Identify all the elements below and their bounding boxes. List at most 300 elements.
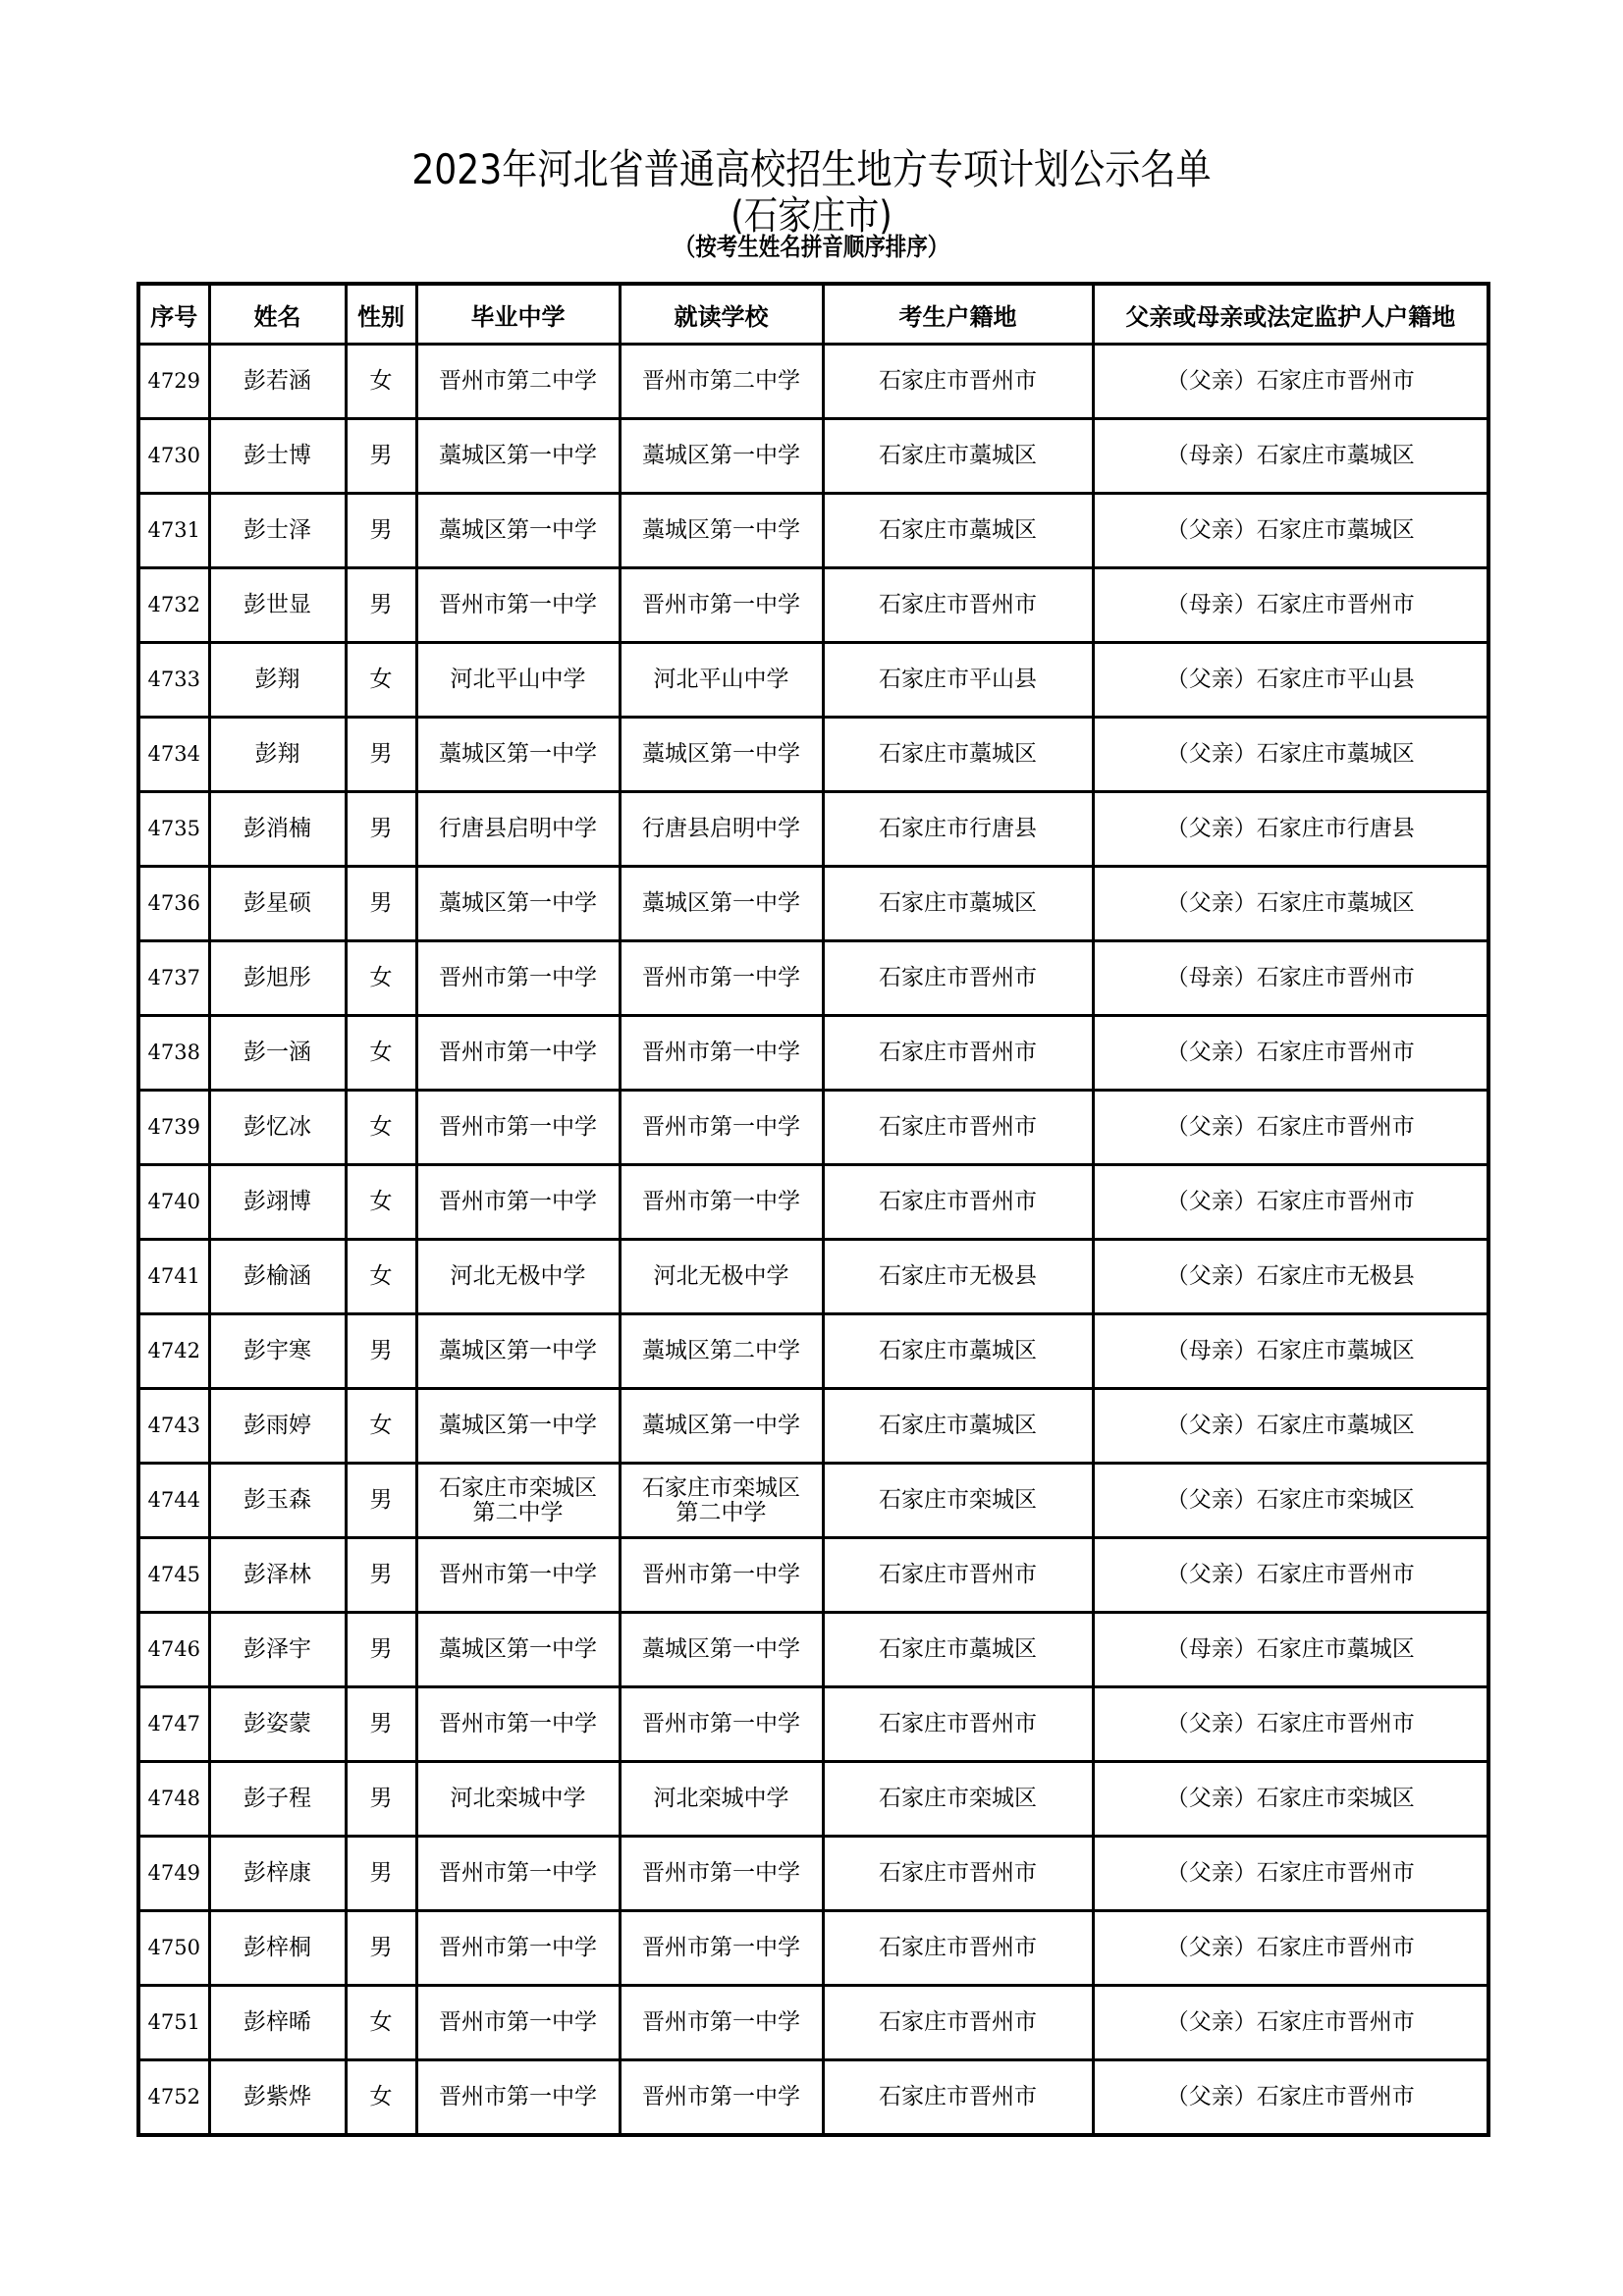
guardian-hukou-value: 石家庄市藁城区 [1256, 517, 1415, 543]
cell-current-school: 晋州市第一中学 [620, 1986, 823, 2060]
cell-student-hukou: 石家庄市藁城区 [823, 1389, 1093, 1464]
cell-current-school: 晋州市第一中学 [620, 568, 823, 643]
guardian-hukou-value: 石家庄市晋州市 [1256, 2084, 1415, 2109]
paren-close: ） [1233, 965, 1257, 990]
cell-sex: 女 [346, 345, 416, 419]
table-row [138, 1538, 1488, 1613]
cell-guardian-hukou [1093, 1091, 1488, 1165]
guardian-hukou-value: 石家庄市晋州市 [1256, 1935, 1415, 1960]
cell-graduation-school: 晋州市第一中学 [416, 1911, 620, 1986]
cell-student-hukou: 石家庄市晋州市 [823, 941, 1093, 1016]
cell-graduation-school: 藁城区第一中学 [416, 494, 620, 568]
guardian-hukou-value: 石家庄市无极县 [1256, 1263, 1415, 1289]
cell-guardian-hukou [1093, 941, 1488, 1016]
guardian-relation: 父亲 [1188, 667, 1234, 692]
cell-sex: 男 [346, 1762, 416, 1837]
cell-student-hukou: 石家庄市晋州市 [823, 1837, 1093, 1911]
paren-open: （ [1165, 443, 1189, 468]
guardian-relation: 父亲 [1188, 1786, 1234, 1811]
table-row [138, 643, 1488, 718]
guardian-relation: 父亲 [1188, 1413, 1234, 1438]
cell-sex: 男 [346, 718, 416, 792]
paren-close: ） [1233, 1636, 1257, 1662]
paren-close: ） [1233, 1189, 1257, 1214]
paren-open: （ [1165, 667, 1189, 692]
paren-close: ） [1233, 1935, 1257, 1960]
cell-name: 彭士博 [209, 419, 346, 494]
cell-current-school: 河北栾城中学 [620, 1762, 823, 1837]
paren-open: （ [1165, 1487, 1189, 1513]
cell-student-hukou: 石家庄市藁城区 [823, 718, 1093, 792]
cell-student-hukou: 石家庄市晋州市 [823, 1091, 1093, 1165]
cell-graduation-school: 藁城区第一中学 [416, 1613, 620, 1687]
cell-guardian-hukou [1093, 419, 1488, 494]
cell-sex: 男 [346, 419, 416, 494]
guardian-hukou-value: 石家庄市栾城区 [1256, 1487, 1415, 1513]
cell-student-hukou: 石家庄市晋州市 [823, 1165, 1093, 1240]
table-row [138, 1911, 1488, 1986]
cell-student-hukou: 石家庄市晋州市 [823, 568, 1093, 643]
cell-student-hukou: 石家庄市藁城区 [823, 867, 1093, 941]
cell-no: 4732 [138, 568, 209, 643]
cell-guardian-hukou [1093, 718, 1488, 792]
table-row [138, 419, 1488, 494]
cell-current-school: 藁城区第一中学 [620, 419, 823, 494]
table-row [138, 1240, 1488, 1314]
cell-name: 彭若涵 [209, 345, 346, 419]
admission-list-table [136, 282, 1490, 2137]
guardian-hukou-value: 石家庄市行唐县 [1256, 816, 1415, 841]
cell-no: 4730 [138, 419, 209, 494]
cell-student-hukou: 石家庄市晋州市 [823, 1016, 1093, 1091]
cell-sex: 男 [346, 1837, 416, 1911]
guardian-relation: 母亲 [1188, 443, 1234, 468]
paren-open: （ [1165, 1263, 1189, 1289]
paren-open: （ [1165, 1860, 1189, 1886]
paren-close: ） [1233, 1487, 1257, 1513]
guardian-hukou-value: 石家庄市晋州市 [1256, 1040, 1415, 1065]
paren-open: （ [1165, 517, 1189, 543]
cell-guardian-hukou [1093, 568, 1488, 643]
document-title: 2023年河北省普通高校招生地方专项计划公示名单 [411, 145, 1212, 193]
cell-student-hukou: 石家庄市晋州市 [823, 1986, 1093, 2060]
paren-open: （ [1165, 1040, 1189, 1065]
table-body [138, 345, 1488, 2136]
table-row [138, 941, 1488, 1016]
guardian-hukou-value: 石家庄市藁城区 [1256, 741, 1415, 767]
cell-no: 4741 [138, 1240, 209, 1314]
cell-current-school: 藁城区第一中学 [620, 1389, 823, 1464]
paren-open: （ [1165, 1189, 1189, 1214]
cell-current-school: 晋州市第二中学 [620, 345, 823, 419]
cell-current-school: 河北平山中学 [620, 643, 823, 718]
cell-graduation-school: 藁城区第一中学 [416, 1389, 620, 1464]
cell-sex: 男 [346, 1314, 416, 1389]
cell-graduation-school: 晋州市第一中学 [416, 1091, 620, 1165]
cell-no: 4738 [138, 1016, 209, 1091]
cell-sex: 女 [346, 2060, 416, 2136]
cell-no: 4752 [138, 2060, 209, 2136]
cell-name: 彭梓晞 [209, 1986, 346, 2060]
paren-open: （ [1165, 368, 1189, 394]
guardian-relation: 父亲 [1188, 1487, 1234, 1513]
paren-close: ） [1233, 517, 1257, 543]
cell-no: 4750 [138, 1911, 209, 1986]
cell-graduation-school: 藁城区第一中学 [416, 1314, 620, 1389]
cell-guardian-hukou [1093, 1165, 1488, 1240]
paren-open: （ [1165, 1711, 1189, 1736]
school-line-2: 第二中学 [676, 1499, 767, 1525]
cell-name: 彭旭彤 [209, 941, 346, 1016]
cell-graduation-school: 藁城区第一中学 [416, 718, 620, 792]
cell-no: 4744 [138, 1464, 209, 1538]
cell-current-school: 藁城区第一中学 [620, 718, 823, 792]
guardian-hukou-value: 石家庄市藁城区 [1256, 443, 1415, 468]
guardian-hukou-value: 石家庄市晋州市 [1256, 592, 1415, 617]
cell-guardian-hukou [1093, 1389, 1488, 1464]
guardian-relation: 父亲 [1188, 1860, 1234, 1886]
table-row [138, 1986, 1488, 2060]
guardian-relation: 父亲 [1188, 1114, 1234, 1140]
cell-name: 彭泽林 [209, 1538, 346, 1613]
cell-current-school: 藁城区第一中学 [620, 867, 823, 941]
paren-close: ） [1233, 667, 1257, 692]
cell-sex: 男 [346, 867, 416, 941]
cell-name: 彭世显 [209, 568, 346, 643]
cell-no: 4729 [138, 345, 209, 419]
guardian-relation: 母亲 [1188, 965, 1234, 990]
guardian-relation: 父亲 [1188, 741, 1234, 767]
cell-no: 4749 [138, 1837, 209, 1911]
cell-sex: 男 [346, 1687, 416, 1762]
cell-name: 彭忆冰 [209, 1091, 346, 1165]
cell-guardian-hukou [1093, 2060, 1488, 2136]
paren-close: ） [1233, 816, 1257, 841]
cell-no: 4747 [138, 1687, 209, 1762]
guardian-hukou-value: 石家庄市晋州市 [1256, 1711, 1415, 1736]
cell-graduation-school: 晋州市第一中学 [416, 2060, 620, 2136]
guardian-relation: 母亲 [1188, 1636, 1234, 1662]
table-row [138, 494, 1488, 568]
cell-no: 4745 [138, 1538, 209, 1613]
column-header-student-hukou: 考生户籍地 [823, 284, 1093, 345]
cell-name: 彭雨婷 [209, 1389, 346, 1464]
paren-close: ） [1233, 1562, 1257, 1587]
table-row [138, 1687, 1488, 1762]
cell-current-school: 藁城区第一中学 [620, 1613, 823, 1687]
cell-student-hukou: 石家庄市晋州市 [823, 1687, 1093, 1762]
cell-guardian-hukou [1093, 1986, 1488, 2060]
column-header-graduation-school: 毕业中学 [416, 284, 620, 345]
cell-sex: 女 [346, 1165, 416, 1240]
guardian-relation: 父亲 [1188, 368, 1234, 394]
paren-open: （ [1165, 965, 1189, 990]
cell-name: 彭翔 [209, 643, 346, 718]
cell-guardian-hukou [1093, 1538, 1488, 1613]
column-header-no: 序号 [138, 284, 209, 345]
cell-name: 彭一涵 [209, 1016, 346, 1091]
cell-no: 4742 [138, 1314, 209, 1389]
table-row [138, 2060, 1488, 2136]
cell-student-hukou: 石家庄市行唐县 [823, 792, 1093, 867]
paren-open: （ [1165, 592, 1189, 617]
guardian-relation: 母亲 [1188, 592, 1234, 617]
paren-open: （ [1165, 1636, 1189, 1662]
cell-guardian-hukou [1093, 1464, 1488, 1538]
paren-open: （ [1165, 2084, 1189, 2109]
cell-sex: 男 [346, 1538, 416, 1613]
table-row [138, 1016, 1488, 1091]
paren-open: （ [1165, 1413, 1189, 1438]
cell-no: 4739 [138, 1091, 209, 1165]
cell-current-school: 行唐县启明中学 [620, 792, 823, 867]
cell-current-school: 晋州市第一中学 [620, 1165, 823, 1240]
cell-student-hukou: 石家庄市藁城区 [823, 1314, 1093, 1389]
cell-current-school: 藁城区第二中学 [620, 1314, 823, 1389]
cell-current-school: 晋州市第一中学 [620, 941, 823, 1016]
table-row [138, 867, 1488, 941]
paren-open: （ [1165, 890, 1189, 916]
cell-current-school [620, 1464, 823, 1538]
guardian-relation: 父亲 [1188, 1040, 1234, 1065]
cell-guardian-hukou [1093, 1314, 1488, 1389]
paren-close: ） [1233, 1711, 1257, 1736]
guardian-hukou-value: 石家庄市藁城区 [1256, 1413, 1415, 1438]
cell-student-hukou: 石家庄市晋州市 [823, 345, 1093, 419]
cell-name: 彭紫烨 [209, 2060, 346, 2136]
cell-no: 4740 [138, 1165, 209, 1240]
paren-open: （ [1165, 741, 1189, 767]
cell-graduation-school: 晋州市第一中学 [416, 1165, 620, 1240]
table-row [138, 1613, 1488, 1687]
cell-guardian-hukou [1093, 1613, 1488, 1687]
guardian-hukou-value: 石家庄市藁城区 [1256, 890, 1415, 916]
cell-name: 彭宇寒 [209, 1314, 346, 1389]
table-row [138, 345, 1488, 419]
guardian-relation: 父亲 [1188, 1711, 1234, 1736]
paren-close: ） [1233, 1338, 1257, 1363]
cell-sex: 女 [346, 1986, 416, 2060]
cell-name: 彭星硕 [209, 867, 346, 941]
cell-name: 彭泽宇 [209, 1613, 346, 1687]
cell-no: 4731 [138, 494, 209, 568]
column-header-guardian-hukou: 父亲或母亲或法定监护人户籍地 [1093, 284, 1488, 345]
cell-student-hukou: 石家庄市晋州市 [823, 1911, 1093, 1986]
guardian-hukou-value: 石家庄市藁城区 [1256, 1636, 1415, 1662]
paren-open: （ [1165, 1935, 1189, 1960]
paren-close: ） [1233, 1786, 1257, 1811]
guardian-hukou-value: 石家庄市栾城区 [1256, 1786, 1415, 1811]
column-header-current-school: 就读学校 [620, 284, 823, 345]
paren-close: ） [1233, 443, 1257, 468]
cell-student-hukou: 石家庄市栾城区 [823, 1464, 1093, 1538]
paren-close: ） [1233, 592, 1257, 617]
cell-graduation-school: 晋州市第一中学 [416, 1016, 620, 1091]
cell-student-hukou: 石家庄市藁城区 [823, 419, 1093, 494]
cell-guardian-hukou [1093, 792, 1488, 867]
paren-open: （ [1165, 1114, 1189, 1140]
cell-graduation-school: 晋州市第一中学 [416, 941, 620, 1016]
cell-no: 4733 [138, 643, 209, 718]
cell-name: 彭翔 [209, 718, 346, 792]
cell-guardian-hukou [1093, 1762, 1488, 1837]
cell-sex: 男 [346, 1464, 416, 1538]
cell-student-hukou: 石家庄市平山县 [823, 643, 1093, 718]
table-row [138, 718, 1488, 792]
paren-close: ） [1233, 1263, 1257, 1289]
cell-sex: 女 [346, 1389, 416, 1464]
cell-name: 彭士泽 [209, 494, 346, 568]
cell-current-school: 晋州市第一中学 [620, 1837, 823, 1911]
paren-close: ） [1233, 1413, 1257, 1438]
school-line-1: 石家庄市栾城区 [439, 1474, 597, 1501]
cell-sex: 女 [346, 1091, 416, 1165]
cell-current-school: 晋州市第一中学 [620, 1538, 823, 1613]
cell-current-school: 晋州市第一中学 [620, 2060, 823, 2136]
table-row [138, 792, 1488, 867]
column-header-sex: 性别 [346, 284, 416, 345]
cell-name: 彭榆涵 [209, 1240, 346, 1314]
guardian-relation: 父亲 [1188, 517, 1234, 543]
cell-name: 彭消楠 [209, 792, 346, 867]
cell-student-hukou: 石家庄市晋州市 [823, 1538, 1093, 1613]
cell-graduation-school: 河北栾城中学 [416, 1762, 620, 1837]
table-row [138, 1464, 1488, 1538]
cell-student-hukou: 石家庄市藁城区 [823, 494, 1093, 568]
cell-student-hukou: 石家庄市栾城区 [823, 1762, 1093, 1837]
table-header-row [138, 284, 1488, 345]
cell-no: 4734 [138, 718, 209, 792]
guardian-hukou-value: 石家庄市藁城区 [1256, 1338, 1415, 1363]
guardian-relation: 父亲 [1188, 1189, 1234, 1214]
cell-guardian-hukou [1093, 1240, 1488, 1314]
cell-guardian-hukou [1093, 643, 1488, 718]
cell-no: 4736 [138, 867, 209, 941]
paren-open: （ [1165, 1562, 1189, 1587]
cell-student-hukou: 石家庄市无极县 [823, 1240, 1093, 1314]
guardian-hukou-value: 石家庄市晋州市 [1256, 368, 1415, 394]
cell-graduation-school: 晋州市第一中学 [416, 1538, 620, 1613]
cell-guardian-hukou [1093, 1837, 1488, 1911]
table-row [138, 1091, 1488, 1165]
paren-open: （ [1165, 1338, 1189, 1363]
cell-student-hukou: 石家庄市藁城区 [823, 1613, 1093, 1687]
cell-name: 彭翊博 [209, 1165, 346, 1240]
paren-close: ） [1233, 1114, 1257, 1140]
guardian-relation: 父亲 [1188, 1935, 1234, 1960]
cell-current-school: 晋州市第一中学 [620, 1091, 823, 1165]
cell-graduation-school: 晋州市第二中学 [416, 345, 620, 419]
cell-graduation-school: 河北平山中学 [416, 643, 620, 718]
guardian-relation: 母亲 [1188, 1338, 1234, 1363]
guardian-relation: 父亲 [1188, 816, 1234, 841]
cell-graduation-school: 晋州市第一中学 [416, 1837, 620, 1911]
guardian-relation: 父亲 [1188, 2009, 1234, 2035]
cell-name: 彭子程 [209, 1762, 346, 1837]
cell-sex: 女 [346, 1016, 416, 1091]
cell-guardian-hukou [1093, 1016, 1488, 1091]
school-line-1: 石家庄市栾城区 [642, 1474, 800, 1501]
cell-student-hukou: 石家庄市晋州市 [823, 2060, 1093, 2136]
paren-close: ） [1233, 368, 1257, 394]
guardian-relation: 父亲 [1188, 2084, 1234, 2109]
cell-sex: 女 [346, 643, 416, 718]
cell-sex: 男 [346, 792, 416, 867]
cell-graduation-school: 藁城区第一中学 [416, 419, 620, 494]
cell-graduation-school: 晋州市第一中学 [416, 1687, 620, 1762]
cell-current-school: 晋州市第一中学 [620, 1016, 823, 1091]
guardian-hukou-value: 石家庄市晋州市 [1256, 1860, 1415, 1886]
sort-note: （按考生姓名拼音顺序排序） [674, 233, 949, 261]
cell-name: 彭姿蒙 [209, 1687, 346, 1762]
cell-guardian-hukou [1093, 494, 1488, 568]
cell-graduation-school [416, 1464, 620, 1538]
cell-graduation-school: 行唐县启明中学 [416, 792, 620, 867]
cell-graduation-school: 晋州市第一中学 [416, 568, 620, 643]
table-row [138, 1314, 1488, 1389]
guardian-relation: 父亲 [1188, 1263, 1234, 1289]
table-row [138, 1165, 1488, 1240]
guardian-hukou-value: 石家庄市晋州市 [1256, 965, 1415, 990]
paren-close: ） [1233, 741, 1257, 767]
cell-guardian-hukou [1093, 867, 1488, 941]
cell-current-school: 藁城区第一中学 [620, 494, 823, 568]
cell-graduation-school: 藁城区第一中学 [416, 867, 620, 941]
guardian-hukou-value: 石家庄市晋州市 [1256, 1114, 1415, 1140]
cell-current-school: 河北无极中学 [620, 1240, 823, 1314]
cell-guardian-hukou [1093, 345, 1488, 419]
guardian-hukou-value: 石家庄市晋州市 [1256, 2009, 1415, 2035]
cell-sex: 男 [346, 494, 416, 568]
paren-open: （ [1165, 1786, 1189, 1811]
paren-close: ） [1233, 1040, 1257, 1065]
paren-close: ） [1233, 2009, 1257, 2035]
cell-graduation-school: 晋州市第一中学 [416, 1986, 620, 2060]
guardian-relation: 父亲 [1188, 1562, 1234, 1587]
column-header-name: 姓名 [209, 284, 346, 345]
cell-sex: 男 [346, 1911, 416, 1986]
table-row [138, 568, 1488, 643]
cell-current-school: 晋州市第一中学 [620, 1687, 823, 1762]
paren-open: （ [1165, 816, 1189, 841]
paren-open: （ [1165, 2009, 1189, 2035]
guardian-relation: 父亲 [1188, 890, 1234, 916]
cell-no: 4748 [138, 1762, 209, 1837]
paren-close: ） [1233, 1860, 1257, 1886]
paren-close: ） [1233, 2084, 1257, 2109]
paren-close: ） [1233, 890, 1257, 916]
cell-name: 彭梓桐 [209, 1911, 346, 1986]
table-row [138, 1837, 1488, 1911]
cell-guardian-hukou [1093, 1911, 1488, 1986]
cell-no: 4746 [138, 1613, 209, 1687]
school-line-2: 第二中学 [472, 1499, 564, 1525]
cell-sex: 男 [346, 1613, 416, 1687]
cell-sex: 女 [346, 941, 416, 1016]
cell-guardian-hukou [1093, 1687, 1488, 1762]
cell-name: 彭玉森 [209, 1464, 346, 1538]
cell-no: 4751 [138, 1986, 209, 2060]
guardian-hukou-value: 石家庄市晋州市 [1256, 1562, 1415, 1587]
cell-graduation-school: 河北无极中学 [416, 1240, 620, 1314]
cell-sex: 男 [346, 568, 416, 643]
cell-no: 4743 [138, 1389, 209, 1464]
table-row [138, 1389, 1488, 1464]
cell-name: 彭梓康 [209, 1837, 346, 1911]
cell-current-school: 晋州市第一中学 [620, 1911, 823, 1986]
cell-no: 4737 [138, 941, 209, 1016]
guardian-hukou-value: 石家庄市晋州市 [1256, 1189, 1415, 1214]
